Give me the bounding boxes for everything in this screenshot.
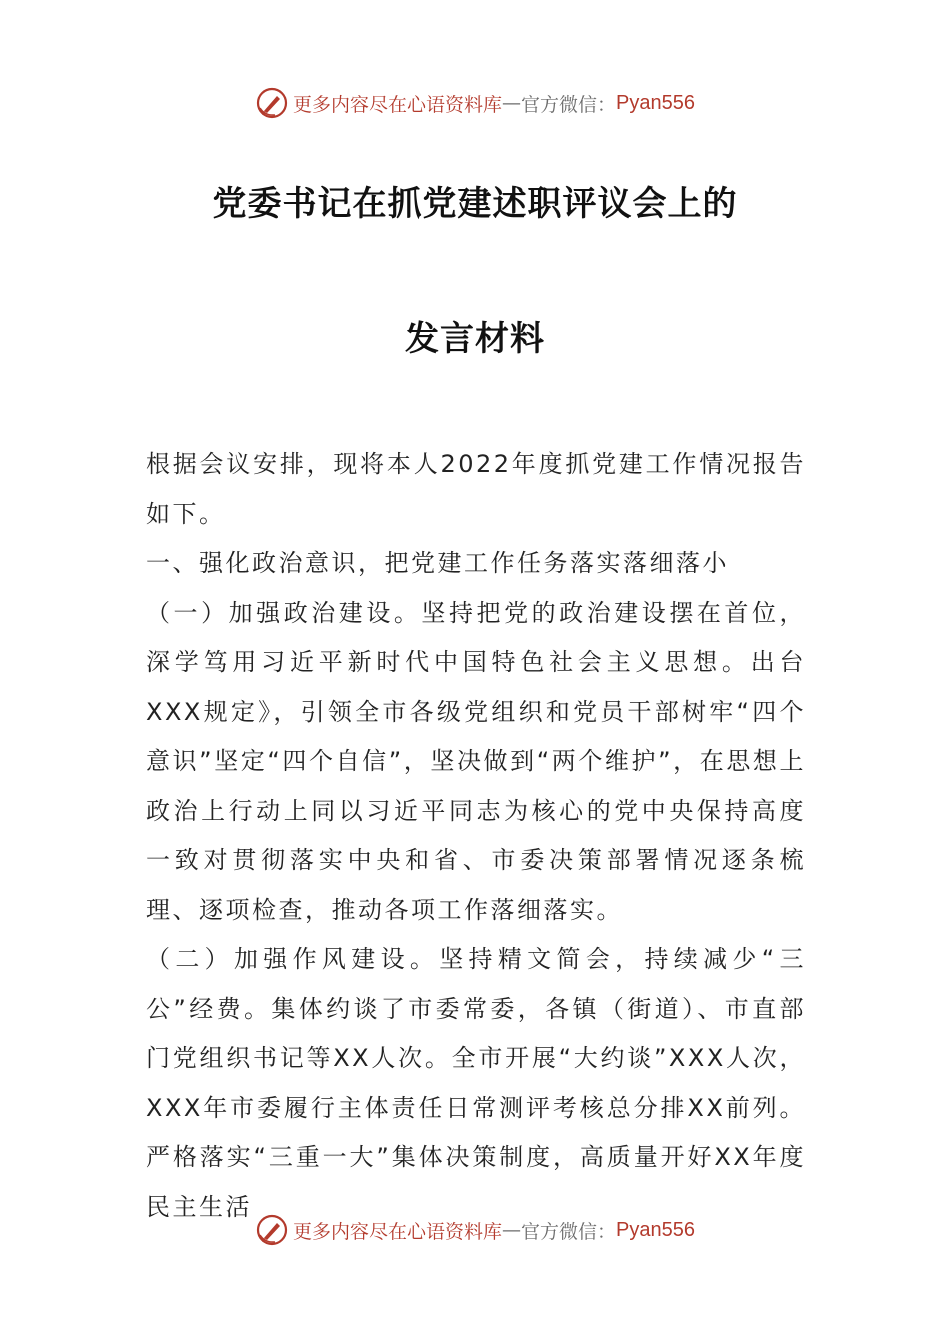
watermark-banner-top xyxy=(0,83,950,123)
banner-wechat-label: 官方微信： xyxy=(521,1220,617,1243)
pen-logo-icon xyxy=(255,1213,289,1247)
document-title-line-1: 党委书记在抓党建述职评议会上的 xyxy=(212,184,738,224)
paragraph-work-style: （二）加强作风建设。坚持精文简会，持续减少“三公”经费。集体约谈了市委常委，各镇（街道）、市直部门党组织书记等XX人次。全市开展“大约谈”XXX人次，XXX年市委履行主体责任日常测评考核总分排XX前列。严格落实“三重一大”集体决策制度，高质量开好XX年度民主生活 xyxy=(146,945,806,1221)
paragraph-political-construction: （一）加强政治建设。坚持把党的政治建设摆在首位，深学笃用习近平新时代中国特色社会主义思想。出台XXX规定》，引领全市各级党组织和党员干部树牢“四个意识”坚定“四个自信”，坚决做到“两个维护”，在思想上政治上行动上同以习近平同志为核心的党中央保持高度一致对贯彻落实中央和省、市委决策部署情况逐条梳理、逐项检查，推动各项工作落细落实。 xyxy=(146,598,806,924)
banner-main-text: 更多内容尽在心语资料库 xyxy=(293,93,503,116)
banner-main-text: 更多内容尽在心语资料库 xyxy=(293,1220,503,1243)
banner-wechat-label: 官方微信： xyxy=(521,93,617,116)
paragraph-intro: 根据会议安排，现将本人2022年度抓党建工作情况报告如下。 xyxy=(146,450,806,528)
banner-dash: — xyxy=(502,1219,522,1241)
document-body xyxy=(146,440,806,1232)
banner-wechat-id: Pyan556 xyxy=(616,91,695,114)
banner-dash: — xyxy=(502,92,522,114)
watermark-banner-bottom xyxy=(0,1210,950,1250)
pen-logo-icon xyxy=(255,86,289,120)
section-heading-1: 一、强化政治意识，把党建工作任务落实落细落小 xyxy=(146,549,729,577)
banner-wechat-id: Pyan556 xyxy=(616,1218,695,1241)
document-title-line-2: 发言材料 xyxy=(405,319,545,359)
